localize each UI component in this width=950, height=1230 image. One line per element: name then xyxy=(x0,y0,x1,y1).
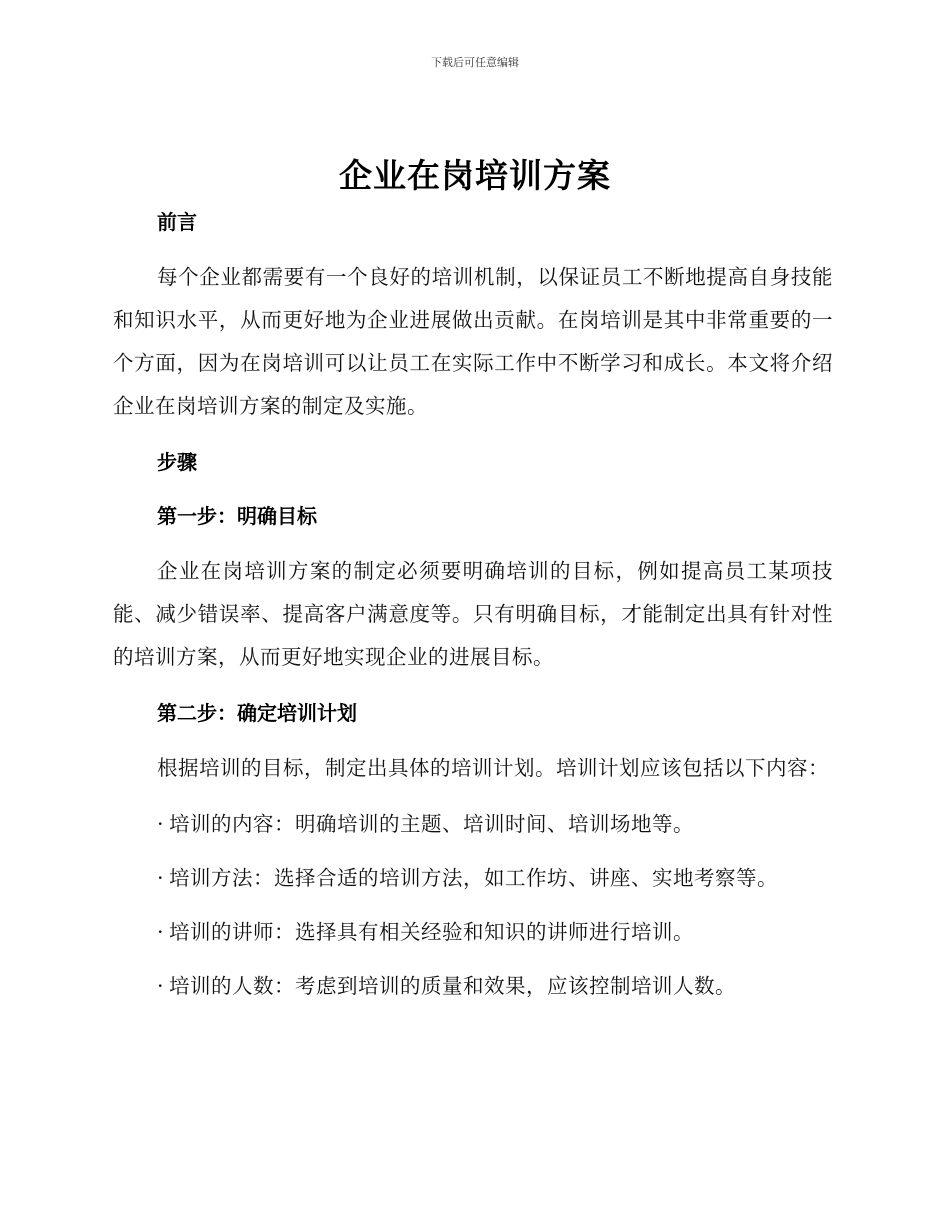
section-heading-preface: 前言 xyxy=(157,210,197,234)
section-heading-step2: 第二步：确定培训计划 xyxy=(157,701,357,725)
bullet-dot: · xyxy=(157,974,165,998)
paragraph-preface: 每个企业都需要有一个良好的培训机制，以保证员工不断地提高自身技能和知识水平，从而更好地为企业进展做出贡献。在岗培训是其中非常重要的一个方面，因为在岗培训可以让员工在实际工作中不断学习和成长。本文将介绍企业在岗培训方案的制定及实施。 xyxy=(113,265,833,418)
page-title: 企业在岗培训方案 xyxy=(339,156,611,195)
list-item-text: 培训方法：选择合适的培训方法，如工作坊、讲座、实地考察等。 xyxy=(169,866,778,890)
paragraph-step2: 根据培训的目标，制定出具体的培训计划。培训计划应该包括以下内容： xyxy=(157,756,829,780)
paragraph-step1: 企业在岗培训方案的制定必须要明确培训的目标，例如提高员工某项技能、减少错误率、提高客户满意度等。只有明确目标，才能制定出具有针对性的培训方案，从而更好地实现企业的进展目标。 xyxy=(113,559,833,669)
document-body xyxy=(113,202,833,1006)
bullet-dot: · xyxy=(157,812,165,836)
list-item xyxy=(113,912,833,952)
list-item xyxy=(113,804,833,844)
list-item-text: 培训的讲师：选择具有相关经验和知识的讲师进行培训。 xyxy=(169,920,694,944)
section-heading-step1: 第一步：明确目标 xyxy=(157,504,317,528)
bullet-dot: · xyxy=(157,920,165,944)
list-item-text: 培训的人数：考虑到培训的质量和效果，应该控制培训人数。 xyxy=(169,974,736,998)
bullet-dot: · xyxy=(157,866,165,890)
header-note: 下载后可任意编辑 xyxy=(431,56,519,69)
list-item-text: 培训的内容：明确培训的主题、培训时间、培训场地等。 xyxy=(169,812,694,836)
list-item xyxy=(113,966,833,1006)
section-heading-steps: 步骤 xyxy=(157,450,197,474)
list-item xyxy=(113,858,833,898)
